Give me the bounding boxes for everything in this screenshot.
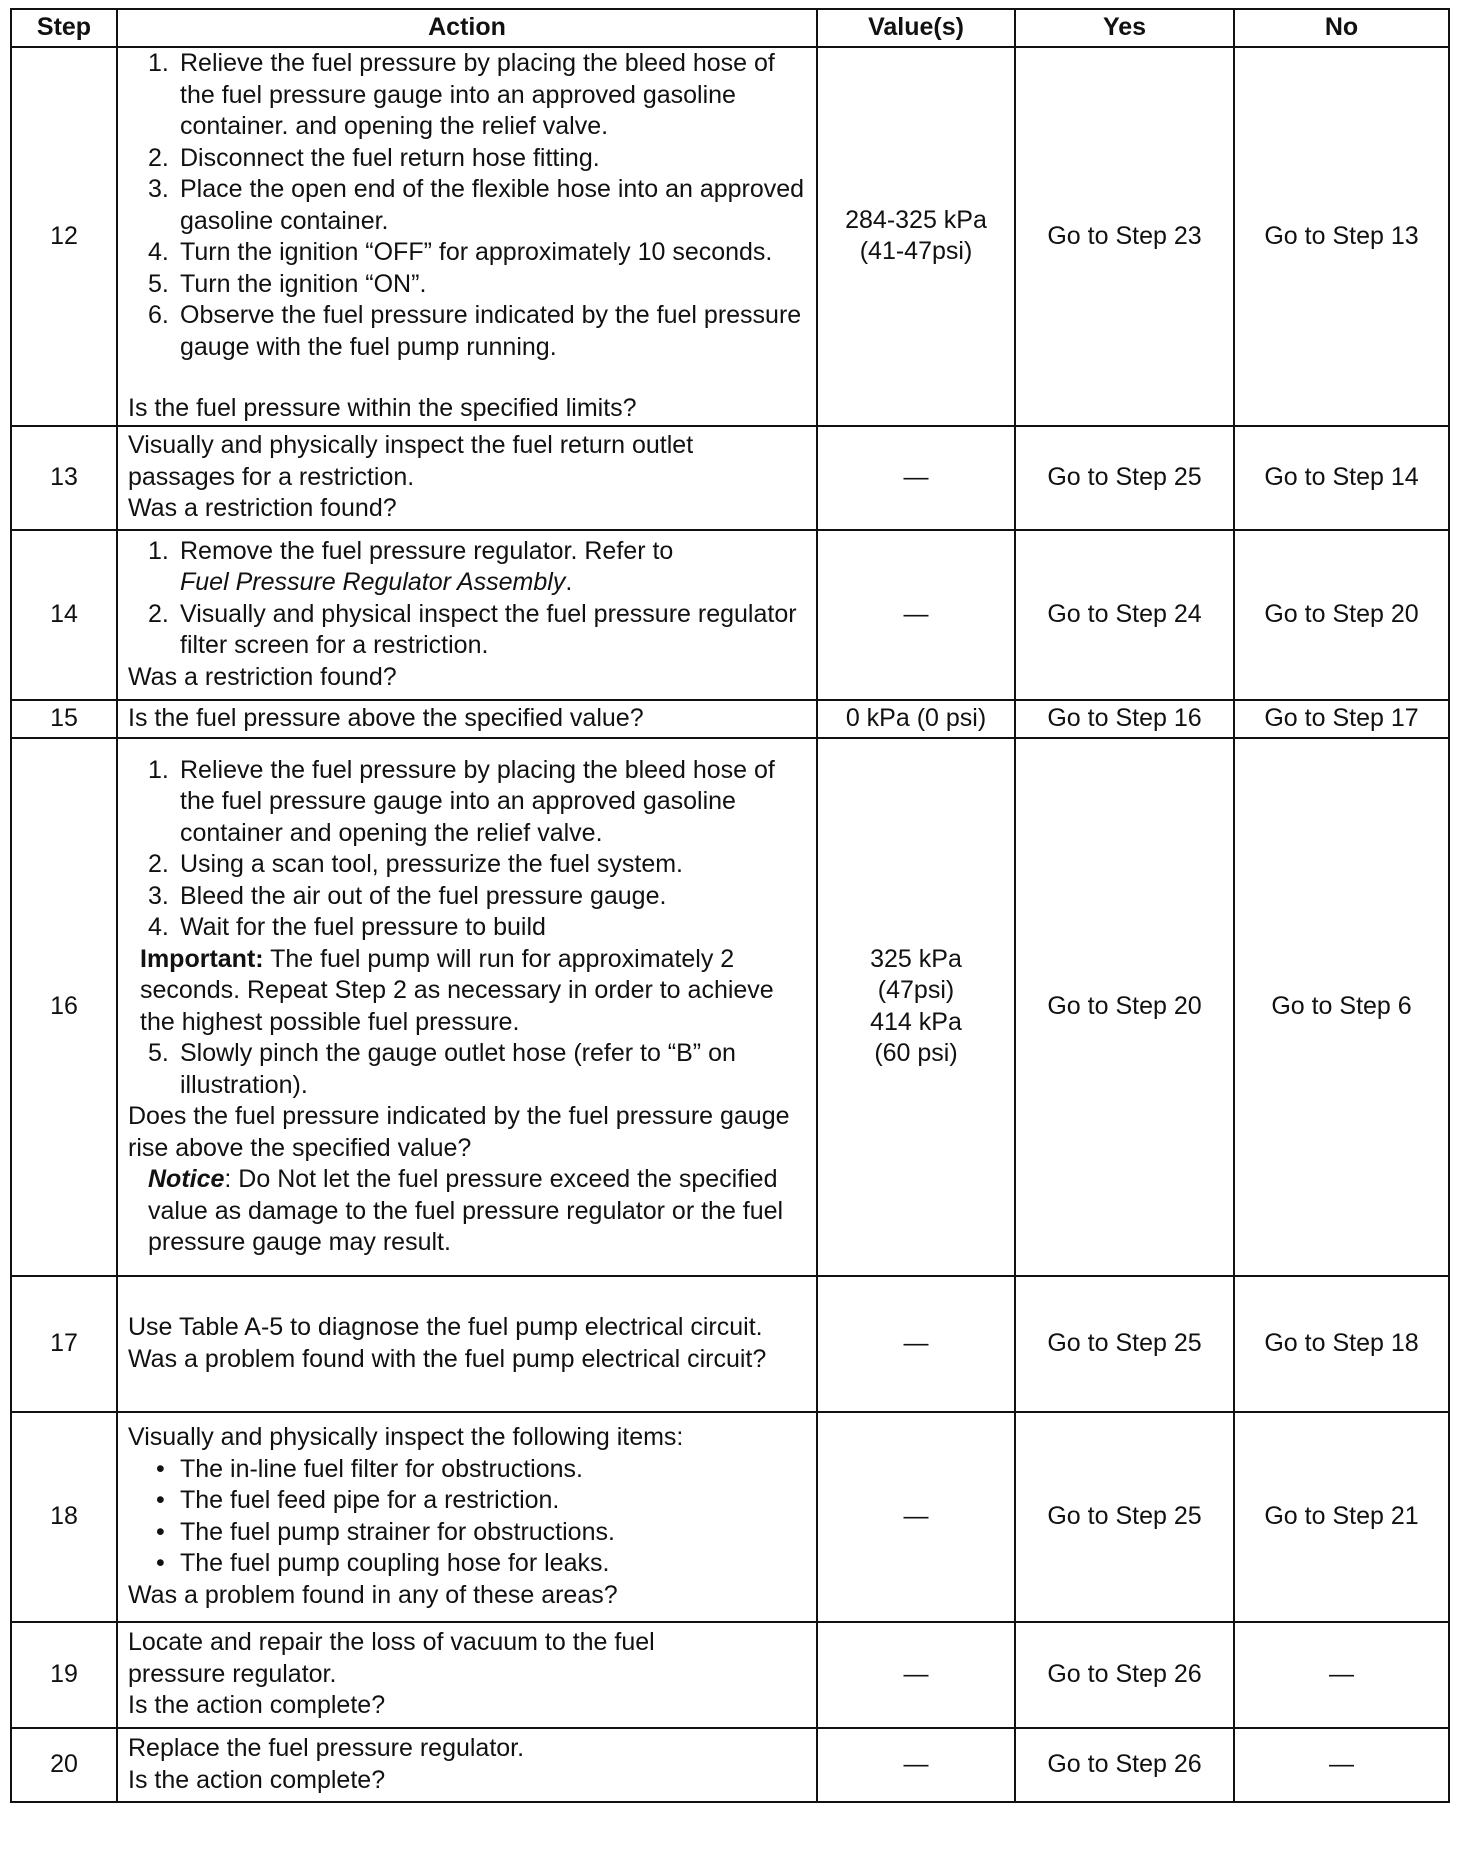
table-row: [11, 47, 1449, 426]
value-cell: —: [817, 1412, 1015, 1622]
no-cell: Go to Step 17: [1234, 700, 1449, 738]
question-text: Does the fuel pressure indicated by the fuel pressure gauge rise above the specified value?: [128, 1102, 790, 1162]
value-cell: 0 kPa (0 psi): [817, 700, 1015, 738]
table-row: [11, 530, 1449, 700]
value-cell: —: [817, 1622, 1015, 1728]
action-cell: [117, 738, 817, 1276]
list-item: 4. Turn the ignition “OFF” for approximately 10 seconds.: [148, 238, 773, 266]
step-number: 13: [11, 426, 117, 530]
step-number: 17: [11, 1276, 117, 1412]
header-yes: Yes: [1015, 9, 1234, 47]
list-item: 2. Visually and physical inspect the fuel pressure regulator filter screen for a restriction.: [148, 599, 797, 660]
step-number: 18: [11, 1412, 117, 1622]
list-item: • The fuel pump coupling hose for leaks.: [156, 1549, 610, 1577]
question-text: Was a restriction found?: [128, 494, 397, 523]
step-number: 19: [11, 1622, 117, 1728]
question-text: Is the action complete?: [128, 1691, 386, 1720]
notice-note: Notice: Do Not let the fuel pressure exceed the specified value as damage to the fuel pressure regulator or the fuel pressure gauge may result.: [148, 1165, 784, 1256]
value-cell: —: [817, 426, 1015, 530]
action-cell: Visually and physically inspect the following items: • The in-line fuel filter for obstructions. • The fuel feed pipe for a restriction. • The fuel pump strainer for obstructions. • The fuel pump coupling hose for leaks. Was a problem found in any of these areas?: [117, 1412, 817, 1622]
header-values: Value(s): [817, 9, 1015, 47]
list-item: 3. Bleed the air out of the fuel pressure gauge.: [148, 881, 667, 910]
yes-cell: Go to Step 26: [1015, 1728, 1234, 1802]
yes-cell: Go to Step 16: [1015, 700, 1234, 738]
header-no: No: [1234, 9, 1449, 47]
step-number: 12: [11, 47, 117, 426]
question-text: Is the action complete?: [128, 1765, 386, 1794]
step-number: 20: [11, 1728, 117, 1802]
yes-cell: Go to Step 25: [1015, 1276, 1234, 1412]
list-item: 1. Remove the fuel pressure regulator. Refer to Fuel Pressure Regulator Assembly.: [148, 536, 674, 597]
yes-cell: Go to Step 25: [1015, 1412, 1234, 1622]
table-row: [11, 700, 1449, 738]
list-item: 5. Turn the ignition “ON”.: [148, 269, 427, 298]
yes-cell: Go to Step 20: [1015, 738, 1234, 1276]
value-cell: —: [817, 1728, 1015, 1802]
step-number: 16: [11, 738, 117, 1276]
no-cell: Go to Step 13: [1234, 47, 1449, 426]
list-item: • The fuel pump strainer for obstructions.: [156, 1517, 615, 1546]
no-cell: Go to Step 14: [1234, 426, 1449, 530]
question-text: Was a problem found in any of these areas?: [128, 1580, 618, 1609]
list-item: 2. Disconnect the fuel return hose fitting.: [148, 143, 600, 172]
list-item: 4. Wait for the fuel pressure to build: [148, 913, 546, 941]
list-item: 6. Observe the fuel pressure indicated by the fuel pressure gauge with the fuel pump running.: [148, 301, 802, 361]
no-cell: —: [1234, 1728, 1449, 1802]
yes-cell: Go to Step 24: [1015, 530, 1234, 700]
action-cell: Replace the fuel pressure regulator. Is the action complete?: [117, 1728, 817, 1802]
value-cell: 284-325 kPa (41-47psi): [817, 47, 1015, 426]
list-item: 3. Place the open end of the flexible hose into an approved gasoline container.: [148, 175, 805, 235]
important-note: Important: The fuel pump will run for approximately 2 seconds. Repeat Step 2 as necessary in order to achieve the highest possible fuel pressure.: [140, 944, 774, 1036]
step-number: 14: [11, 530, 117, 700]
header-action: Action: [117, 9, 817, 47]
yes-cell: Go to Step 26: [1015, 1622, 1234, 1728]
list-item: • The in-line fuel filter for obstructions.: [156, 1454, 583, 1483]
list-item: 1. Relieve the fuel pressure by placing the bleed hose of the fuel pressure gauge into an approved gasoline container and opening the relief valve.: [148, 755, 775, 847]
list-item: 1. Relieve the fuel pressure by placing the bleed hose of the fuel pressure gauge into an approved gasoline container. and opening the relief valve.: [148, 49, 775, 140]
question-text: Is the fuel pressure within the specified limits?: [128, 394, 637, 422]
diagnostic-table: [10, 8, 1450, 1803]
action-cell: Use Table A-5 to diagnose the fuel pump electrical circuit. Was a problem found with the fuel pump electrical circuit?: [117, 1276, 817, 1412]
yes-cell: Go to Step 25: [1015, 426, 1234, 530]
action-cell: [117, 47, 817, 426]
no-cell: Go to Step 20: [1234, 530, 1449, 700]
header-row: [11, 9, 1449, 47]
reference-link-text: Fuel Pressure Regulator Assembly: [180, 568, 566, 597]
question-text: Was a problem found with the fuel pump electrical circuit?: [128, 1344, 767, 1373]
step-number: 15: [11, 700, 117, 738]
action-cell: [117, 530, 817, 700]
list-item: • The fuel feed pipe for a restriction.: [156, 1486, 560, 1514]
table-row: [11, 1622, 1449, 1728]
value-cell: —: [817, 530, 1015, 700]
no-cell: Go to Step 6: [1234, 738, 1449, 1276]
header-step: Step: [11, 9, 117, 47]
table-row: [11, 1276, 1449, 1412]
list-item: 5. Slowly pinch the gauge outlet hose (refer to “B” on illustration).: [148, 1039, 736, 1099]
question-text: Is the fuel pressure above the specified value?: [117, 700, 817, 738]
value-cell: —: [817, 1276, 1015, 1412]
table-row: [11, 426, 1449, 530]
list-item: 2. Using a scan tool, pressurize the fuel system.: [148, 850, 684, 878]
table-row: [11, 1728, 1449, 1802]
no-cell: Go to Step 21: [1234, 1412, 1449, 1622]
value-cell: 325 kPa (47psi) 414 kPa (60 psi): [817, 738, 1015, 1276]
table-row: [11, 738, 1449, 1276]
no-cell: —: [1234, 1622, 1449, 1728]
action-cell: Locate and repair the loss of vacuum to the fuel pressure regulator. Is the action complete?: [117, 1622, 817, 1728]
yes-cell: Go to Step 23: [1015, 47, 1234, 426]
action-cell: Visually and physically inspect the fuel return outlet passages for a restriction. Was a restriction found?: [117, 426, 817, 530]
table-row: [11, 1412, 1449, 1622]
no-cell: Go to Step 18: [1234, 1276, 1449, 1412]
question-text: Was a restriction found?: [128, 662, 397, 691]
